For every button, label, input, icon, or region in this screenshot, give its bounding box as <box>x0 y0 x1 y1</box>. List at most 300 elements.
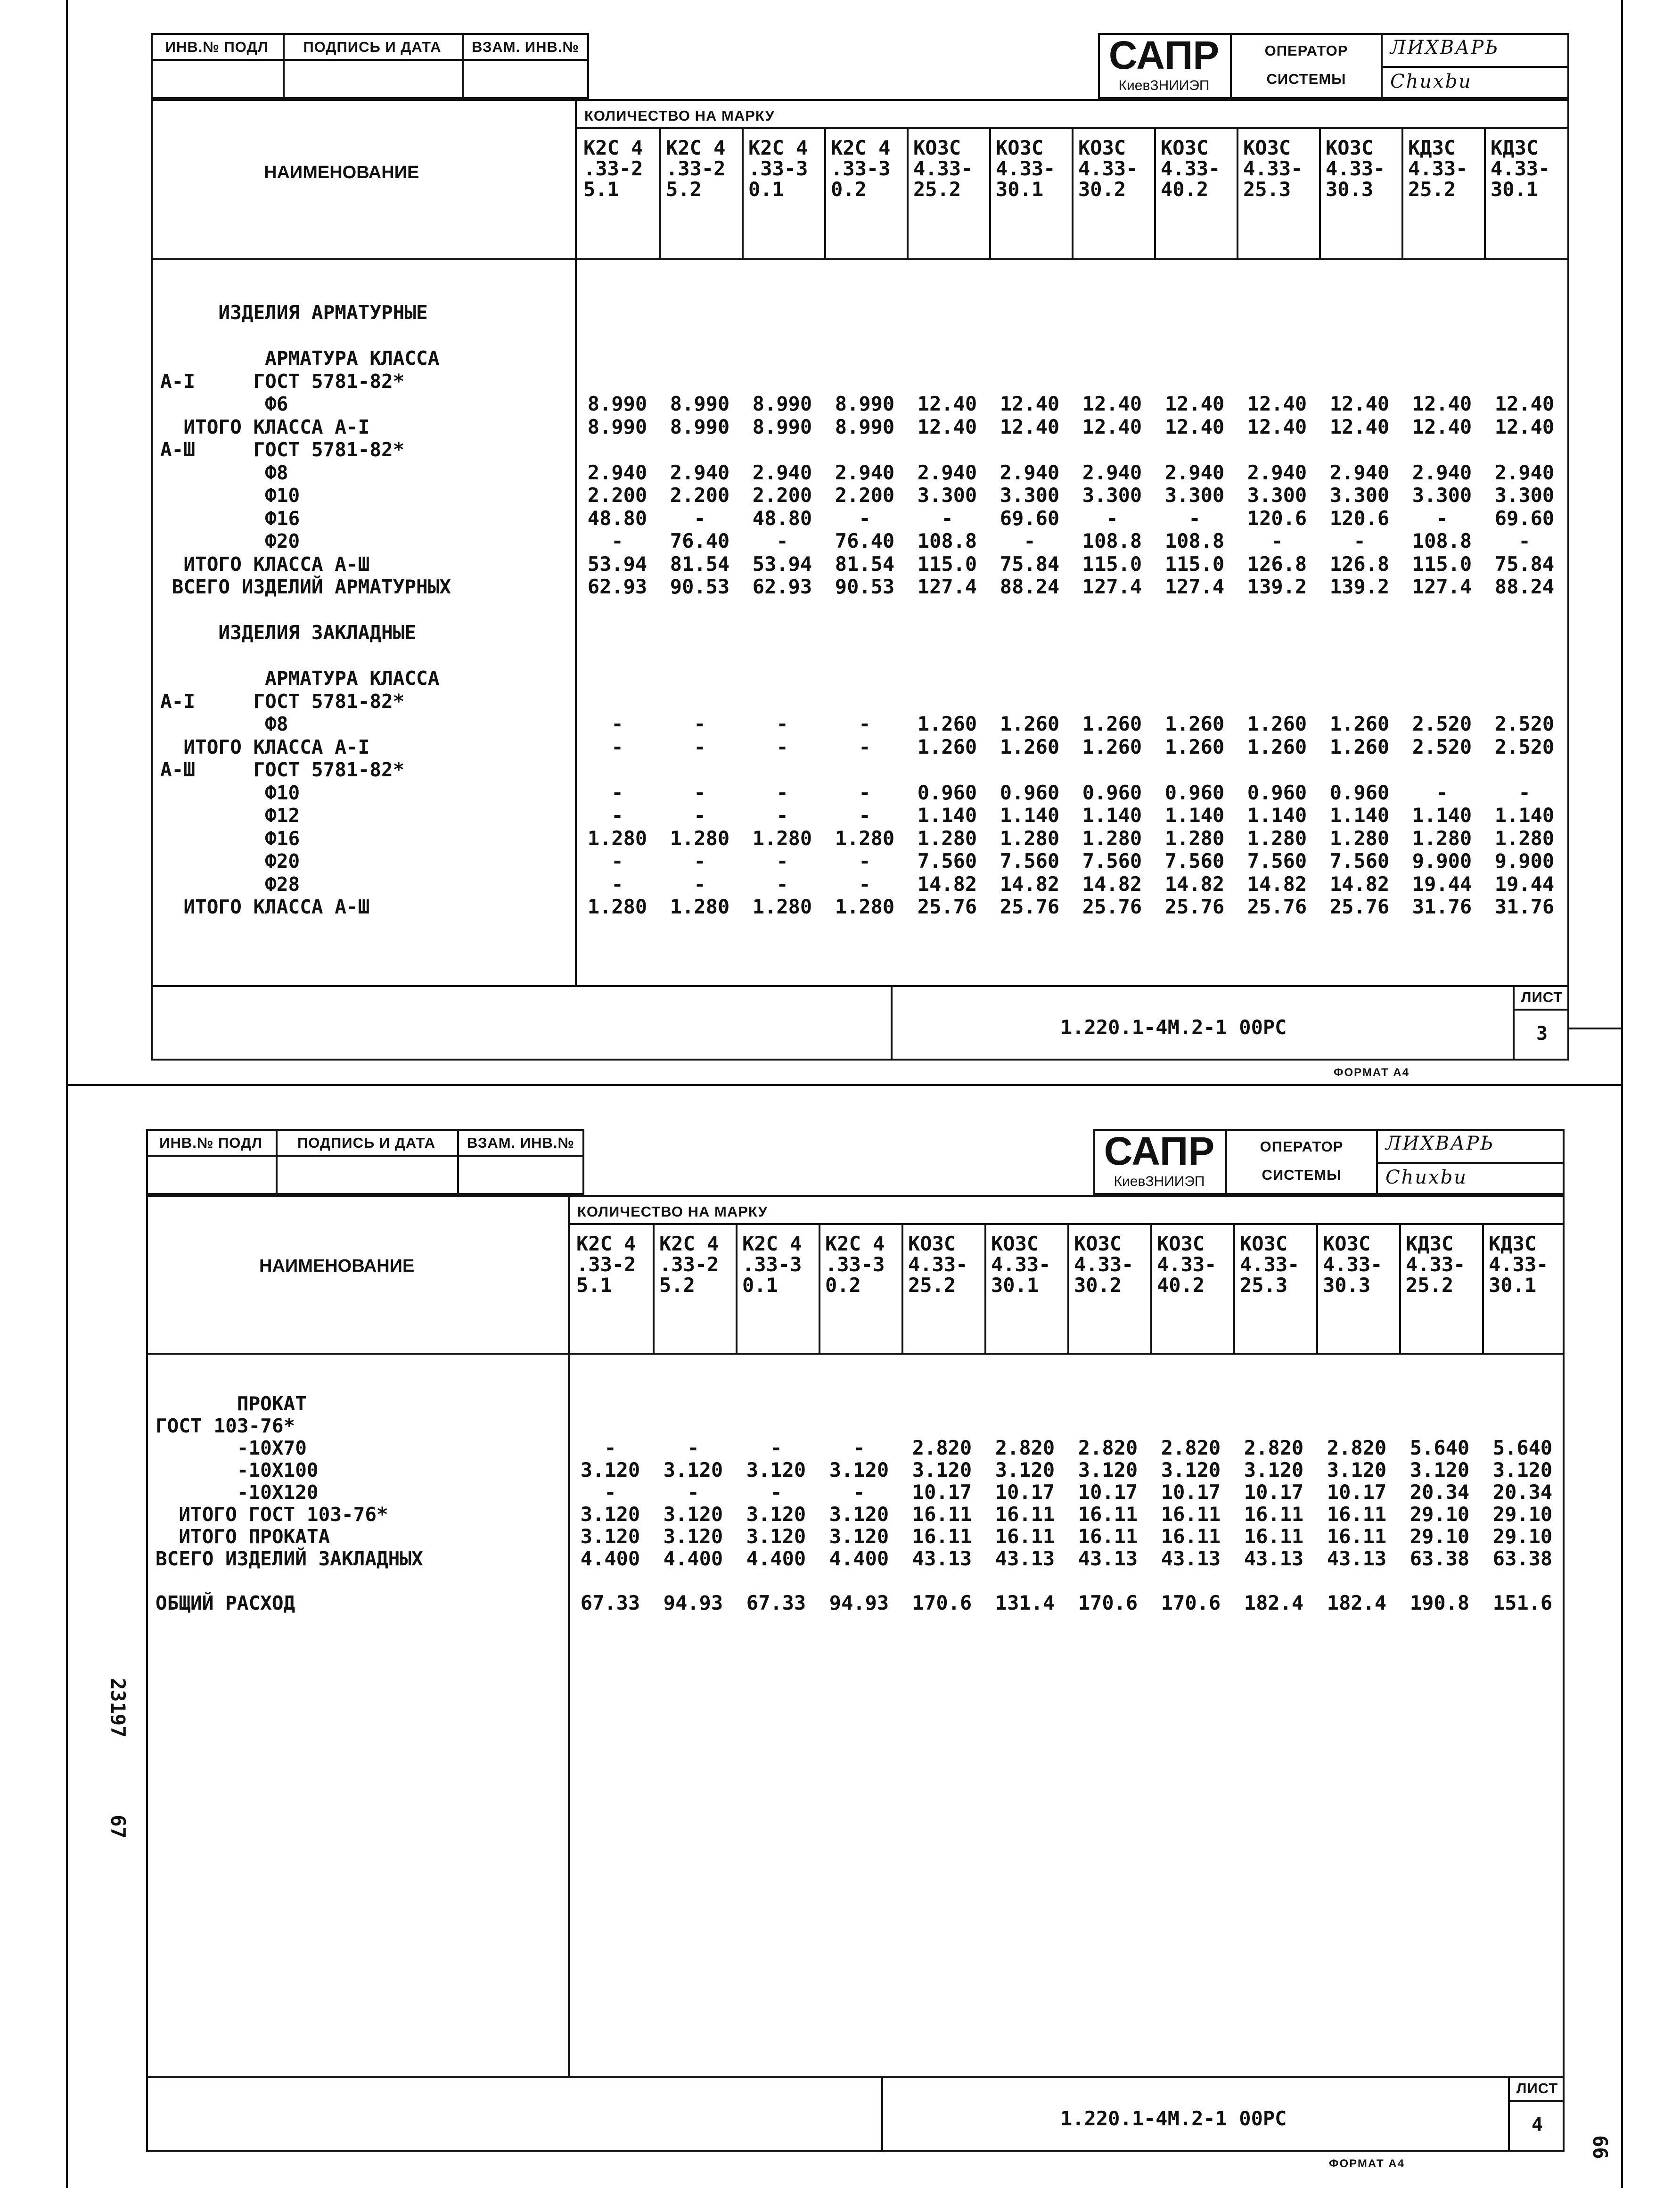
table-cell: - <box>1271 529 1283 552</box>
table-cell: - <box>611 529 623 552</box>
table-cell: 14.82 <box>1000 872 1060 896</box>
table-cell: 10.17 <box>1327 1481 1387 1504</box>
table-cell: 3.120 <box>1244 1458 1304 1481</box>
table-cell: 190.8 <box>1410 1591 1470 1614</box>
table-cell: 1.260 <box>1247 712 1307 735</box>
table-cell: 12.40 <box>1000 415 1060 438</box>
column-header: КОЗС 4.33- 25.3 <box>1243 136 1303 201</box>
table-cell: 8.990 <box>752 392 812 415</box>
table-cell: 67.33 <box>746 1591 806 1614</box>
column-divider <box>907 129 909 258</box>
table-cell: 2.940 <box>670 461 730 484</box>
table-cell: - <box>859 735 871 758</box>
column-divider <box>1399 1225 1401 1353</box>
table-cell: 0.960 <box>1000 781 1060 804</box>
table-cell: 9.900 <box>1494 849 1555 872</box>
table-cell: 0.960 <box>1247 781 1307 804</box>
table-cell: 48.80 <box>752 506 812 530</box>
table-cell: 43.13 <box>1161 1547 1221 1570</box>
table-cell: 10.17 <box>1078 1481 1138 1504</box>
table-cell: - <box>611 872 623 896</box>
table-cell: - <box>687 1481 699 1504</box>
table-cell: 3.120 <box>829 1525 889 1548</box>
table-cell: 2.940 <box>1164 461 1225 484</box>
left-margin-line <box>66 0 68 2188</box>
operator-name: ЛИХВАРЬ <box>1385 1133 1495 1154</box>
name-column-divider <box>568 1195 570 2076</box>
column-header: КДЗС 4.33- 30.1 <box>1491 136 1550 201</box>
table-cell: 43.13 <box>995 1547 1055 1570</box>
column-header: КОЗС 4.33- 40.2 <box>1157 1232 1217 1297</box>
table-cell: - <box>1518 781 1531 804</box>
table-cell: 8.990 <box>670 392 730 415</box>
column-header: КДЗС 4.33- 25.2 <box>1408 136 1468 201</box>
row-label: Ф28 <box>160 872 300 896</box>
table-cell: 3.120 <box>663 1503 723 1526</box>
table-cell: - <box>776 804 788 827</box>
table-cell: 127.4 <box>1164 575 1225 598</box>
table-cell: 2.200 <box>670 484 730 507</box>
table-cell: 2.940 <box>1412 461 1472 484</box>
column-header: К2С 4 .33-3 0.1 <box>742 1232 802 1297</box>
column-header: К2С 4 .33-3 0.2 <box>825 1232 885 1297</box>
name-column-header: НАИМЕНОВАНИЕ <box>264 163 419 182</box>
table-cell: 108.8 <box>1412 529 1472 552</box>
table-cell: 43.13 <box>1244 1547 1304 1570</box>
table-cell: 108.8 <box>917 529 977 552</box>
table-cell: 16.11 <box>1327 1503 1387 1526</box>
table-cell: 43.13 <box>912 1547 972 1570</box>
table-cell: 69.60 <box>1494 506 1555 530</box>
table-cell: 2.820 <box>912 1436 972 1459</box>
sheet-number: 3 <box>1536 1023 1548 1045</box>
table-cell: - <box>776 781 788 804</box>
table-cell: 29.10 <box>1410 1525 1470 1548</box>
table-cell: 12.40 <box>1412 392 1472 415</box>
table-cell: 76.40 <box>670 529 730 552</box>
table-cell: 3.300 <box>1494 484 1555 507</box>
column-divider <box>984 1225 986 1353</box>
table-cell: 2.520 <box>1494 735 1555 758</box>
table-cell: - <box>941 506 953 530</box>
table-cell: 3.300 <box>1247 484 1307 507</box>
table-cell: 94.93 <box>829 1591 889 1614</box>
sheet-number: 4 <box>1531 2114 1543 2136</box>
table-cell: - <box>853 1481 865 1504</box>
table-cell: 25.76 <box>1247 895 1307 918</box>
table-cell: 25.76 <box>1164 895 1225 918</box>
table-cell: 0.960 <box>917 781 977 804</box>
row-label: ВСЕГО ИЗДЕЛИЙ ЗАКЛАДНЫХ <box>156 1547 423 1570</box>
operator-name: ЛИХВАРЬ <box>1390 37 1500 58</box>
column-divider <box>1233 1225 1235 1353</box>
table-cell: 7.560 <box>1000 849 1060 872</box>
table-cell: 14.82 <box>1329 872 1390 896</box>
column-divider <box>1072 129 1074 258</box>
table-cell: 25.76 <box>1082 895 1142 918</box>
table-cell: 1.140 <box>1082 804 1142 827</box>
album-page: 66 <box>1589 2135 1612 2159</box>
column-header: КОЗС 4.33- 30.1 <box>991 1232 1051 1297</box>
table-cell: 3.300 <box>1329 484 1390 507</box>
table-cell: 2.940 <box>1000 461 1060 484</box>
table-cell: 1.280 <box>1164 826 1225 850</box>
row-label: ИТОГО КЛАССА А-I <box>160 415 370 438</box>
row-label: ИТОГО ГОСТ 103-76* <box>156 1503 388 1526</box>
table-cell: 126.8 <box>1329 552 1390 576</box>
table-cell: 1.260 <box>917 735 977 758</box>
table-cell: 170.6 <box>912 1591 972 1614</box>
table-cell: 1.280 <box>1000 826 1060 850</box>
table-cell: 182.4 <box>1244 1591 1304 1614</box>
column-divider <box>824 129 826 258</box>
column-header: К2С 4 .33-2 5.1 <box>576 1232 636 1297</box>
table-cell: - <box>611 804 623 827</box>
table-cell: 3.120 <box>663 1458 723 1481</box>
column-header: КДЗС 4.33- 30.1 <box>1489 1232 1549 1297</box>
column-divider <box>736 1225 738 1353</box>
table-cell: - <box>776 529 788 552</box>
table-cell: - <box>776 849 788 872</box>
table-cell: - <box>604 1436 616 1459</box>
doc-number: 1.220.1-4М.2-1 00РС <box>1060 1016 1287 1039</box>
row-label: Ф12 <box>160 804 300 827</box>
table-cell: - <box>611 712 623 735</box>
table-cell: 10.17 <box>1161 1481 1221 1504</box>
system-label: СИСТЕМЫ <box>1266 71 1346 87</box>
row-label: Ф16 <box>160 827 300 850</box>
table-cell: - <box>687 1436 699 1459</box>
system-label: СИСТЕМЫ <box>1262 1167 1342 1183</box>
table-cell: - <box>1518 529 1531 552</box>
table-cell: 2.940 <box>917 461 977 484</box>
row-label: ИЗДЕЛИЯ ЗАКЛАДНЫЕ <box>160 621 417 644</box>
column-divider <box>1482 1225 1484 1353</box>
table-cell: 8.990 <box>835 392 895 415</box>
table-cell: 48.80 <box>587 506 647 530</box>
table-cell: - <box>694 872 706 896</box>
table-cell: 115.0 <box>1412 552 1472 576</box>
table-cell: 63.38 <box>1492 1547 1553 1570</box>
table-cell: 9.900 <box>1412 849 1472 872</box>
table-cell: 16.11 <box>995 1525 1055 1548</box>
table-cell: 3.120 <box>580 1525 640 1548</box>
table-cell: 81.54 <box>670 552 730 576</box>
table-cell: 2.940 <box>1329 461 1390 484</box>
table-cell: 8.990 <box>587 415 647 438</box>
table-cell: 20.34 <box>1410 1481 1470 1504</box>
table-cell: 1.140 <box>1164 804 1225 827</box>
table-cell: 62.93 <box>587 575 647 598</box>
table-cell: 16.11 <box>912 1503 972 1526</box>
row-label: ИТОГО КЛАССА А-Ш <box>160 896 370 918</box>
table-cell: 1.260 <box>1000 712 1060 735</box>
row-label: -10Х120 <box>156 1481 319 1504</box>
table-cell: 3.120 <box>1078 1458 1138 1481</box>
table-cell: 151.6 <box>1492 1591 1553 1614</box>
table-cell: 16.11 <box>1327 1525 1387 1548</box>
table-cell: - <box>859 712 871 735</box>
table-cell: - <box>1106 506 1118 530</box>
row-label: ПРОКАТ <box>156 1392 307 1415</box>
row-label: ИТОГО КЛАССА А-I <box>160 735 370 758</box>
table-cell: 1.280 <box>752 895 812 918</box>
table-cell: 4.400 <box>829 1547 889 1570</box>
table-cell: 1.280 <box>670 826 730 850</box>
table-cell: 16.11 <box>912 1525 972 1548</box>
vzam-inv-label: ВЗАМ. ИНВ.№ <box>471 39 580 55</box>
table-cell: 16.11 <box>1244 1503 1304 1526</box>
table-cell: 14.82 <box>1247 872 1307 896</box>
table-cell: 53.94 <box>752 552 812 576</box>
table-cell: 2.940 <box>587 461 647 484</box>
table-cell: - <box>611 849 623 872</box>
table-cell: 3.120 <box>995 1458 1055 1481</box>
qty-header: КОЛИЧЕСТВО НА МАРКУ <box>584 107 775 124</box>
table-cell: 88.24 <box>1494 575 1555 598</box>
table-cell: 3.120 <box>1492 1458 1553 1481</box>
table-cell: 1.280 <box>670 895 730 918</box>
table-cell: 5.640 <box>1492 1436 1553 1459</box>
table-cell: 3.120 <box>912 1458 972 1481</box>
table-cell: 2.820 <box>1078 1436 1138 1459</box>
table-cell: 12.40 <box>1247 392 1307 415</box>
row-label: Ф20 <box>160 850 300 872</box>
table-cell: 0.960 <box>1082 781 1142 804</box>
table-cell: - <box>776 712 788 735</box>
table-cell: 14.82 <box>1082 872 1142 896</box>
table-cell: 170.6 <box>1161 1591 1221 1614</box>
table-cell: 1.280 <box>1082 826 1142 850</box>
vzam-inv-label: ВЗАМ. ИНВ.№ <box>467 1135 575 1151</box>
table-cell: 3.300 <box>917 484 977 507</box>
row-label: ОБЩИЙ РАСХОД <box>156 1592 295 1614</box>
table-cell: 43.13 <box>1327 1547 1387 1570</box>
qty-header: КОЛИЧЕСТВО НА МАРКУ <box>577 1203 768 1220</box>
column-divider <box>653 1225 655 1353</box>
table-cell: 1.280 <box>1494 826 1555 850</box>
row-label: ИТОГО КЛАССА А-Ш <box>160 552 370 576</box>
table-cell: 3.120 <box>1327 1458 1387 1481</box>
table-cell: 1.260 <box>1164 735 1225 758</box>
table-cell: 120.6 <box>1329 506 1390 530</box>
table-cell: 1.280 <box>1329 826 1390 850</box>
table-cell: 8.990 <box>670 415 730 438</box>
table-cell: 1.140 <box>1247 804 1307 827</box>
table-cell: - <box>853 1436 865 1459</box>
table-cell: 81.54 <box>835 552 895 576</box>
table-cell: - <box>1436 506 1448 530</box>
table-cell: 1.260 <box>1082 712 1142 735</box>
table-cell: 8.990 <box>587 392 647 415</box>
table-cell: 1.280 <box>587 826 647 850</box>
table-cell: 2.520 <box>1494 712 1555 735</box>
table-cell: 88.24 <box>1000 575 1060 598</box>
column-header: КДЗС 4.33- 25.2 <box>1406 1232 1466 1297</box>
table-cell: 2.940 <box>1082 461 1142 484</box>
row-label: ИЗДЕЛИЯ АРМАТУРНЫЕ <box>160 301 428 324</box>
row-label: ГОСТ 103-76* <box>156 1415 295 1437</box>
row-label: -10Х100 <box>156 1459 319 1481</box>
table-cell: 10.17 <box>995 1481 1055 1504</box>
sheet-label: ЛИСТ <box>1516 2080 1558 2097</box>
column-header: КОЗС 4.33- 30.2 <box>1074 1232 1134 1297</box>
table-cell: - <box>1436 781 1448 804</box>
column-divider <box>1401 129 1403 258</box>
table-cell: 127.4 <box>917 575 977 598</box>
table-cell: 1.260 <box>917 712 977 735</box>
table-cell: 2.200 <box>752 484 812 507</box>
row-label: Ф10 <box>160 484 300 507</box>
podpis-data-label: ПОДПИСЬ И ДАТА <box>297 1135 436 1151</box>
column-divider <box>1316 1225 1318 1353</box>
table-cell: 67.33 <box>580 1591 640 1614</box>
table-cell: 115.0 <box>917 552 977 576</box>
table-cell: - <box>776 872 788 896</box>
column-divider <box>1154 129 1156 258</box>
page-ref: 67 <box>107 1815 130 1839</box>
column-header: КОЗС 4.33- 25.2 <box>908 1232 968 1297</box>
table-cell: 3.120 <box>746 1458 806 1481</box>
table-cell: - <box>859 506 871 530</box>
table-cell: 7.560 <box>1164 849 1225 872</box>
table-cell: 76.40 <box>835 529 895 552</box>
sheet-divider-line <box>66 1084 1623 1086</box>
table-cell: 1.280 <box>1247 826 1307 850</box>
row-label: Ф8 <box>160 713 288 735</box>
row-label: АРМАТУРА КЛАССА <box>160 667 440 690</box>
inv-podl-label: ИНВ.№ ПОДЛ <box>159 1135 262 1151</box>
table-cell: - <box>770 1481 782 1504</box>
column-divider <box>819 1225 820 1353</box>
column-header: КОЗС 4.33- 30.3 <box>1326 136 1385 201</box>
table-cell: 20.34 <box>1492 1481 1553 1504</box>
table-cell: 12.40 <box>917 392 977 415</box>
table-cell: 1.140 <box>1494 804 1555 827</box>
table-cell: 3.120 <box>663 1525 723 1548</box>
table-cell: 16.11 <box>1078 1525 1138 1548</box>
table-cell: 2.820 <box>1161 1436 1221 1459</box>
doc-number: 1.220.1-4М.2-1 00РС <box>1060 2107 1287 2130</box>
table-cell: 94.93 <box>663 1591 723 1614</box>
table-cell: 120.6 <box>1247 506 1307 530</box>
column-divider <box>1484 129 1486 258</box>
podpis-data-label: ПОДПИСЬ И ДАТА <box>303 39 442 55</box>
format-label: ФОРМАТ А4 <box>1329 2157 1405 2170</box>
column-header: К2С 4 .33-3 0.2 <box>831 136 891 201</box>
table-cell: 75.84 <box>1494 552 1555 576</box>
table-cell: 31.76 <box>1494 895 1555 918</box>
table-cell: 69.60 <box>1000 506 1060 530</box>
table-cell: 12.40 <box>1412 415 1472 438</box>
table-cell: 7.560 <box>1082 849 1142 872</box>
column-header: К2С 4 .33-2 5.2 <box>659 1232 719 1297</box>
table-cell: 3.120 <box>829 1503 889 1526</box>
table-cell: 12.40 <box>917 415 977 438</box>
table-cell: 1.280 <box>835 826 895 850</box>
row-label: Ф8 <box>160 461 288 484</box>
table-cell: 115.0 <box>1082 552 1142 576</box>
column-header: КОЗС 4.33- 40.2 <box>1161 136 1221 201</box>
table-cell: 29.10 <box>1410 1503 1470 1526</box>
table-cell: 1.260 <box>1329 735 1390 758</box>
table-cell: 1.280 <box>1412 826 1472 850</box>
column-divider <box>659 129 661 258</box>
column-divider <box>742 129 744 258</box>
table-cell: 1.260 <box>1082 735 1142 758</box>
table-cell: 1.260 <box>1164 712 1225 735</box>
table-cell: - <box>694 712 706 735</box>
table-cell: 2.820 <box>995 1436 1055 1459</box>
table-cell: 170.6 <box>1078 1591 1138 1614</box>
table-cell: 3.120 <box>746 1503 806 1526</box>
table-cell: 16.11 <box>1161 1525 1221 1548</box>
table-cell: - <box>694 849 706 872</box>
table-cell: 108.8 <box>1164 529 1225 552</box>
table-cell: 2.200 <box>835 484 895 507</box>
column-header: КОЗС 4.33- 25.2 <box>913 136 973 201</box>
table-cell: 2.940 <box>1494 461 1555 484</box>
row-label: Ф20 <box>160 530 300 552</box>
inv-podl-label: ИНВ.№ ПОДЛ <box>165 39 269 55</box>
name-column-header: НАИМЕНОВАНИЕ <box>259 1256 415 1276</box>
table-cell: 1.260 <box>1000 735 1060 758</box>
table-cell: 2.940 <box>752 461 812 484</box>
table-cell: 4.400 <box>746 1547 806 1570</box>
table-cell: 3.120 <box>580 1503 640 1526</box>
row-label: Ф16 <box>160 507 300 530</box>
institute-name: КиевЗНИИЭП <box>1114 1174 1205 1189</box>
table-cell: - <box>859 849 871 872</box>
operator-label: ОПЕРАТОР <box>1260 1138 1344 1155</box>
column-header: КОЗС 4.33- 30.2 <box>1078 136 1138 201</box>
table-cell: 115.0 <box>1164 552 1225 576</box>
table-cell: - <box>859 781 871 804</box>
table-cell: 14.82 <box>1164 872 1225 896</box>
table-cell: 29.10 <box>1492 1525 1553 1548</box>
table-cell: 2.820 <box>1327 1436 1387 1459</box>
column-header: КОЗС 4.33- 30.1 <box>996 136 1056 201</box>
table-cell: - <box>611 735 623 758</box>
table-cell: 1.280 <box>917 826 977 850</box>
table-cell: 16.11 <box>1244 1525 1304 1548</box>
column-divider <box>1237 129 1238 258</box>
table-cell: 25.76 <box>1329 895 1390 918</box>
operator-signature: Chuxbu <box>1385 1167 1468 1188</box>
table-cell: - <box>859 872 871 896</box>
table-cell: - <box>1188 506 1201 530</box>
table-cell: - <box>611 781 623 804</box>
table-cell: 3.300 <box>1000 484 1060 507</box>
table-cell: 16.11 <box>1161 1503 1221 1526</box>
table-cell: - <box>776 735 788 758</box>
table-cell: 2.820 <box>1244 1436 1304 1459</box>
table-cell: 2.520 <box>1412 735 1472 758</box>
column-divider <box>989 129 991 258</box>
table-cell: - <box>694 506 706 530</box>
table-cell: 108.8 <box>1082 529 1142 552</box>
table-cell: - <box>770 1436 782 1459</box>
table-cell: 1.140 <box>917 804 977 827</box>
table-cell: 1.280 <box>835 895 895 918</box>
table-cell: 2.940 <box>835 461 895 484</box>
table-cell: 7.560 <box>1329 849 1390 872</box>
column-divider <box>1150 1225 1152 1353</box>
table-cell: 4.400 <box>663 1547 723 1570</box>
table-cell: 12.40 <box>1082 392 1142 415</box>
table-cell: 127.4 <box>1082 575 1142 598</box>
row-label: А-Ш ГОСТ 5781-82* <box>160 438 405 461</box>
